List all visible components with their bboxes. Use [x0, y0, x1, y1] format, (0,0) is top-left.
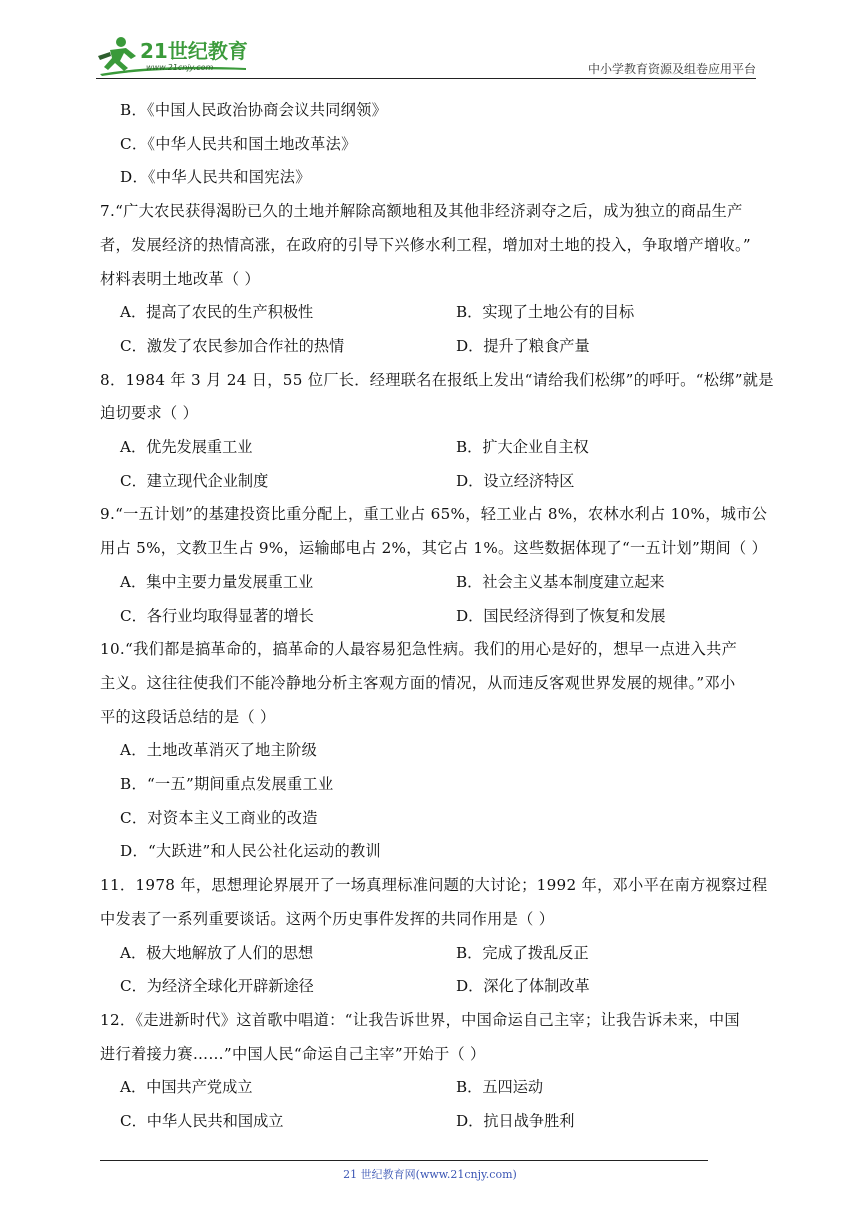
page-header	[96, 30, 756, 78]
option-row	[120, 302, 760, 322]
option-b: D．国民经济得到了恢复和发展	[456, 606, 666, 625]
option-line: C．对资本主义工商业的改造	[120, 808, 318, 827]
question-text-line: 11．1978 年，思想理论界展开了一场真理标准问题的大讨论；1992 年，邓小平在南方视察过程	[100, 876, 768, 895]
option-a: C．激发了农民参加合作社的热情	[120, 336, 345, 355]
option-b: D．抗日战争胜利	[456, 1112, 575, 1130]
question-text-line: 平的这段话总结的是（ ）	[100, 707, 276, 726]
option-line: A．土地改革消灭了地主阶级	[120, 741, 318, 760]
option-b: D．提升了粮食产量	[456, 336, 590, 355]
option-row	[120, 471, 760, 491]
option-b: B．社会主义基本制度建立起来	[456, 572, 665, 591]
option-b: B．扩大企业自主权	[456, 438, 589, 456]
option-line: B．“一五”期间重点发展重工业	[120, 775, 334, 793]
header-platform-text: 中小学教育资源及组卷应用平台	[587, 62, 756, 76]
question-text-line: 中发表了一系列重要谈话。这两个历史事件发挥的共同作用是（ ）	[100, 909, 555, 928]
option-b: D．设立经济特区	[456, 471, 575, 490]
option-row	[120, 606, 760, 626]
option-line: B．《中国人民政治协商会议共同纲领》	[120, 101, 388, 119]
footer-rule	[100, 1160, 708, 1161]
question-text-line: 材料表明土地改革（ ）	[100, 269, 261, 288]
question-text-line: 迫切要求（ ）	[100, 404, 199, 423]
option-line: C．《中华人民共和国土地改革法》	[120, 134, 357, 153]
option-row	[120, 943, 760, 963]
logo-text: 21世纪教育	[140, 39, 248, 63]
logo-url: www.21cnjy.com	[146, 63, 214, 72]
option-a: A．极大地解放了人们的思想	[120, 943, 314, 962]
option-row	[120, 336, 760, 356]
option-row	[120, 1111, 760, 1131]
option-b: B．实现了土地公有的目标	[456, 303, 635, 322]
question-text-line: 10.“我们都是搞革命的，搞革命的人最容易犯急性病。我们的用心是好的，想早一点进入共产	[100, 640, 738, 659]
option-b: B．五四运动	[456, 1078, 544, 1097]
option-row	[120, 1077, 760, 1097]
option-a: C．建立现代企业制度	[120, 471, 269, 490]
header-rule	[96, 78, 756, 79]
question-text-line: 7.“广大农民获得渴盼已久的土地并解除高额地租及其他非经济剥夺之后，成为独立的商品生产	[100, 202, 743, 221]
option-a: A．集中主要力量发展重工业	[120, 572, 314, 591]
footer-link[interactable]: 21 世纪教育网(www.21cnjy.com)	[343, 1168, 517, 1181]
question-text-line: 者，发展经济的热情高涨，在政府的引导下兴修水利工程，增加对土地的投入，争取增产增收。”	[100, 235, 751, 254]
option-row	[120, 437, 760, 457]
option-a: A．中国共产党成立	[120, 1078, 253, 1097]
option-a: C．中华人民共和国成立	[120, 1112, 284, 1130]
option-a: A．优先发展重工业	[120, 438, 253, 456]
site-logo[interactable]	[96, 34, 266, 78]
option-b: B．完成了拨乱反正	[456, 943, 589, 962]
option-a: A．提高了农民的生产积极性	[120, 303, 314, 322]
option-row	[120, 572, 760, 592]
option-a: C．各行业均取得显著的增长	[120, 606, 314, 625]
option-row	[120, 976, 760, 996]
option-b: D．深化了体制改革	[456, 977, 590, 996]
option-a: C．为经济全球化开辟新途径	[120, 977, 314, 996]
question-text-line: 进行着接力赛……”中国人民“命运自己主宰”开始于（ ）	[100, 1044, 486, 1063]
question-text-line: 主义。这往往使我们不能冷静地分析主客观方面的情况，从而违反客观世界发展的规律。”邓小	[100, 673, 736, 692]
runner-icon	[98, 37, 136, 71]
question-text-line: 8．1984 年 3 月 24 日，55 位厂长．经理联名在报纸上发出“请给我们松绑”的呼吁。“松绑”就是	[100, 370, 774, 389]
question-text-line: 9.“一五计划”的基建投资比重分配上，重工业占 65%，轻工业占 8%，农林水利占 10%，城市公	[100, 505, 768, 524]
option-line: D．“大跃进”和人民公社化运动的教训	[120, 842, 381, 861]
question-text-line: 12．《走进新时代》这首歌中唱道：“让我告诉世界，中国命运自己主宰；让我告诉未来，中国	[100, 1010, 740, 1029]
option-line: D．《中华人民共和国宪法》	[120, 168, 311, 187]
question-text-line: 用占 5%，文教卫生占 9%，运输邮电占 2%，其它占 1%。这些数据体现了“一五计划”期间（ ）	[100, 539, 768, 558]
